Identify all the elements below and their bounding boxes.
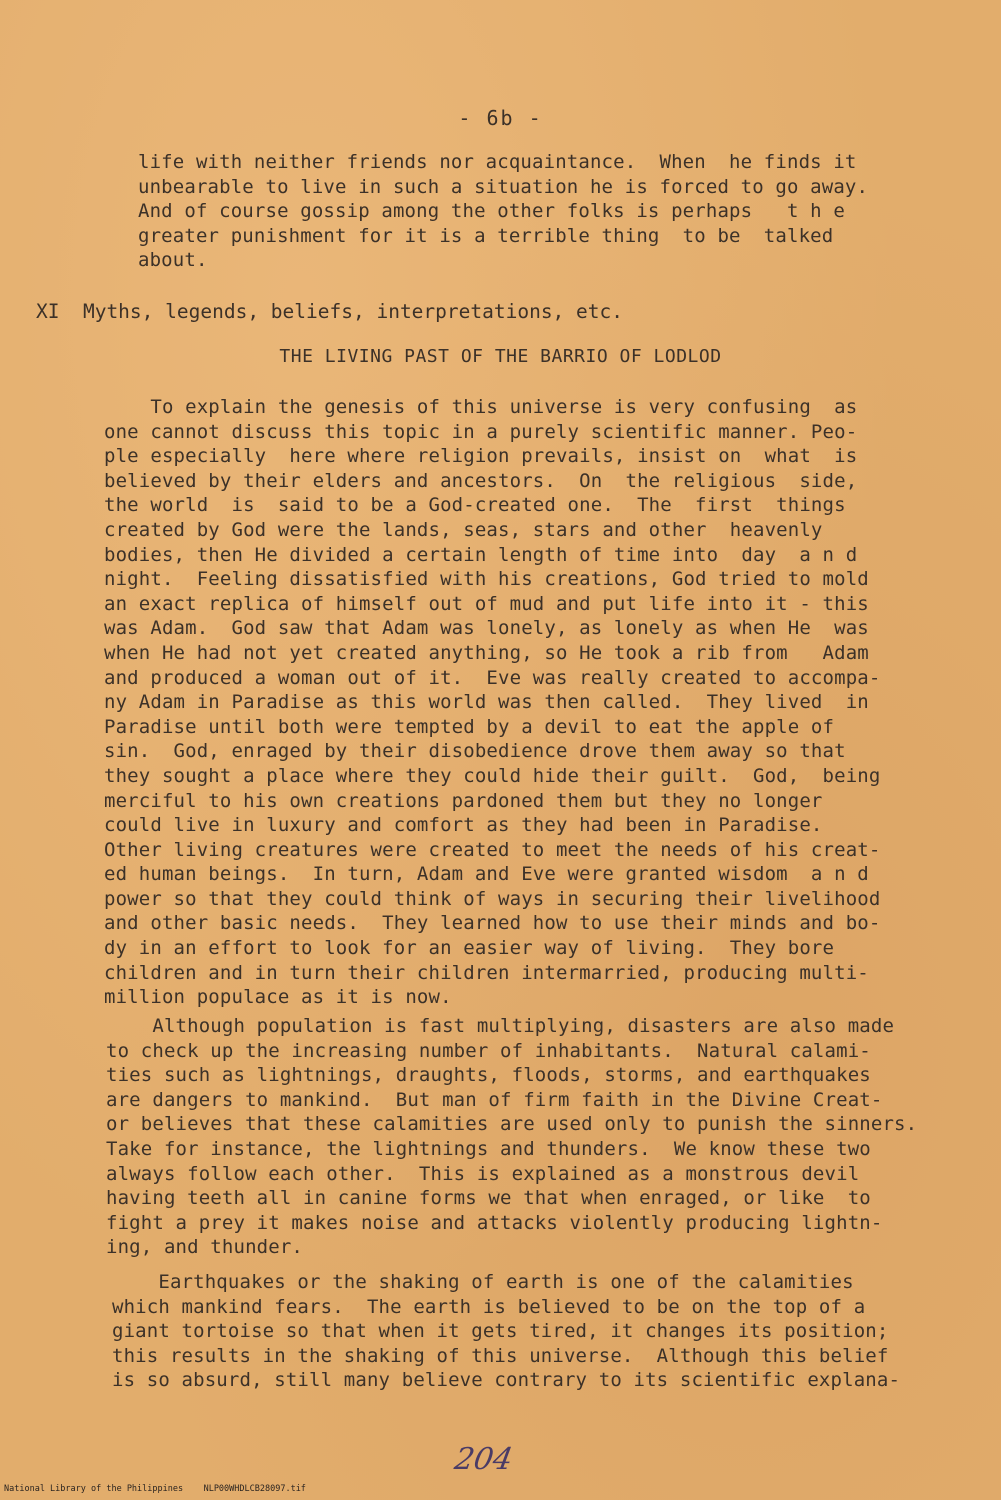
text-line: ple especially here where religion prevails, insist on what is [104,445,858,468]
text-line: ing, and thunder. [106,1236,304,1259]
text-line: sin. God, enraged by their disobedience drove them away so that [104,740,846,763]
text-line: power so that they could think of ways in securing their livelihood [104,887,881,910]
paragraph-calamities [106,1014,917,1260]
text-line: Other living creatures were created to meet the needs of his creat- [104,838,881,861]
text-line: the world is said to be a God-created one. The first things [104,494,846,517]
text-line: Earthquakes or the shaking of earth is one of the calamities [112,1271,854,1293]
text-line: greater punishment for it is a terrible thing to be talked [138,224,834,247]
text-line: children and in turn their children intermarried, producing multi- [104,961,869,984]
text-line: merciful to his own creations pardoned them but they no longer [104,789,823,812]
text-line: when He had not yet created anything, so He took a rib from Adam [104,641,869,664]
text-line: or believes that these calamities are used only to punish the sinners. [106,1113,918,1136]
text-line: believed by their elders and ancestors. On the religious side, [104,469,858,492]
text-line: an exact replica of himself out of mud and put life into it - this [104,592,869,615]
text-line: And of course gossip among the other folks is perhaps t h e [138,200,845,223]
paragraph-earthquakes [112,1270,900,1393]
handwritten-folio-number: 204 [451,1442,516,1477]
text-line: unbearable to live in such a situation he is forced to go away. [138,175,869,198]
archive-footer: National Library of the Philippines NLP00WHDLCB28097.tif [4,1484,306,1494]
text-line: fight a prey it makes noise and attacks violently producing lightn- [106,1211,883,1234]
text-line: giant tortoise so that when it gets tired, it changes its position; [112,1320,889,1343]
text-line: life with neither friends nor acquaintance. When he finds it [138,151,857,173]
text-line: dy in an effort to look for an easier way of living. They bore [104,937,835,960]
text-line: they sought a place where they could hide their guilt. God, being [104,764,881,787]
text-line: is so absurd, still many believe contrary to its scientific explana- [112,1369,901,1392]
text-line: To explain the genesis of this universe is very confusing as [104,396,858,418]
text-line: created by God were the lands, seas, stars and other heavenly [104,518,823,541]
text-line: are dangers to mankind. But man of firm faith in the Divine Creat- [106,1088,883,1111]
text-line: one cannot discuss this topic in a purely scientific manner. Peo- [104,420,858,443]
text-line: could live in luxury and comfort as they had been in Paradise. [104,814,823,837]
text-line: always follow each other. This is explained as a monstrous devil [106,1162,860,1185]
text-line: which mankind fears. The earth is believed to be on the top of a [112,1295,866,1318]
intro-paragraph [138,150,868,273]
text-line: to check up the increasing number of inhabitants. Natural calami- [106,1039,871,1062]
text-line: and other basic needs. They learned how to use their minds and bo- [104,912,881,935]
page-number: - 6b - [458,106,543,130]
text-line: Paradise until both were tempted by a devil to eat the apple of [104,715,835,738]
text-line: having teeth all in canine forms we that when enraged, or like to [106,1187,871,1210]
text-line: was Adam. God saw that Adam was lonely, as lonely as when He was [104,617,869,640]
text-line: Although population is fast multiplying, disasters are also made [106,1015,895,1037]
text-line: night. Feeling dissatisfied with his creations, God tried to mold [104,568,869,591]
text-line: this results in the shaking of this universe. Although this belief [112,1344,889,1367]
text-line: ny Adam in Paradise as this world was then called. They lived in [104,691,869,714]
text-line: Take for instance, the lightnings and thunders. We know these two [106,1137,871,1160]
section-heading: XI Myths, legends, beliefs, interpretations, etc. [36,300,623,323]
paragraph-genesis [104,395,880,1010]
text-line: ed human beings. In turn, Adam and Eve were granted wisdom a n d [104,863,869,886]
text-line: bodies, then He divided a certain length of time into day a n d [104,543,858,566]
text-line: and produced a woman out of it. Eve was really created to accompa- [104,666,881,689]
text-line: million populace as it is now. [104,986,452,1009]
text-line: about. [138,249,208,272]
story-title: THE LIVING PAST OF THE BARRIO OF LODLOD [279,346,722,367]
text-line: ties such as lightnings, draughts, floods, storms, and earthquakes [106,1064,871,1087]
